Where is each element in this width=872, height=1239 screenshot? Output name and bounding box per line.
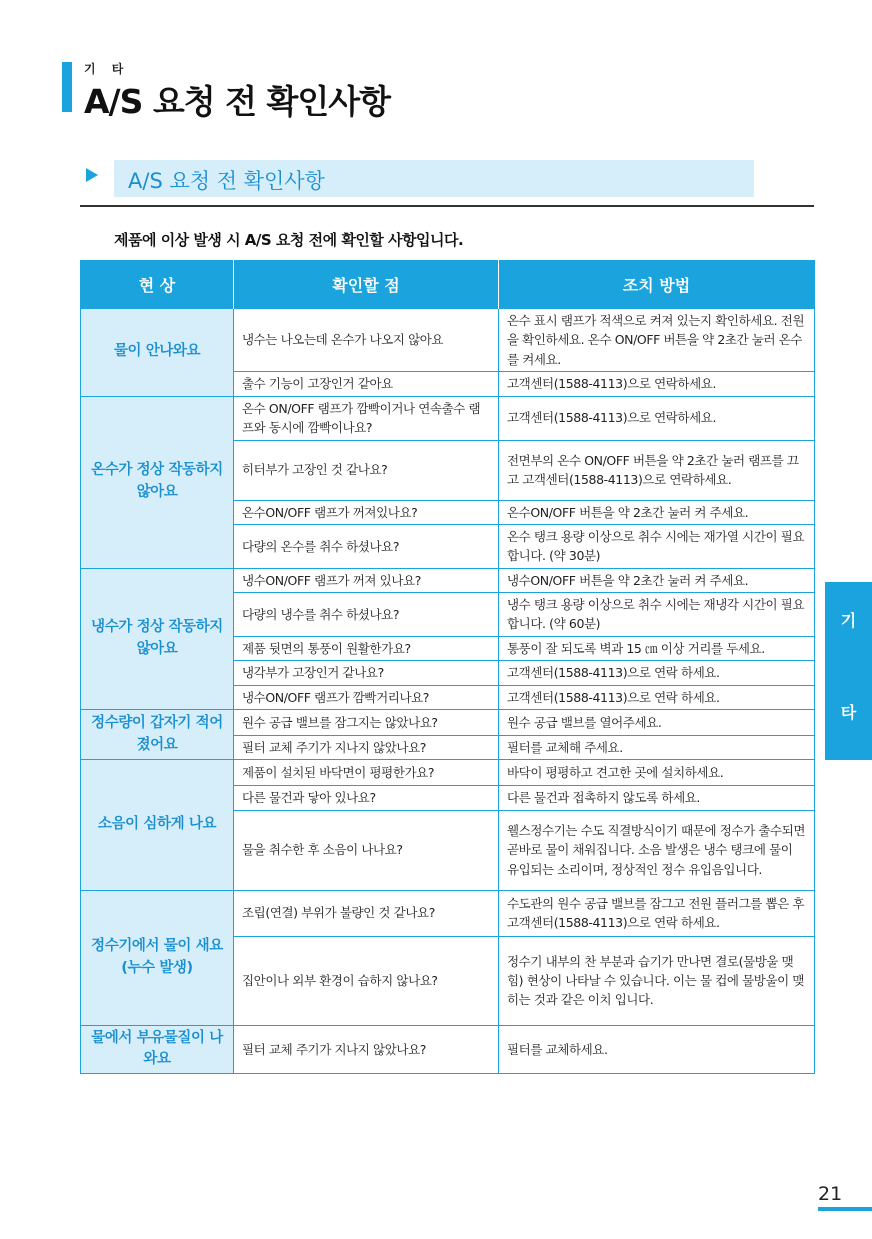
check-cell: 냉수는 나오는데 온수가 나오지 않아요 — [234, 309, 499, 372]
table-row — [81, 568, 815, 592]
table-row — [81, 396, 815, 440]
troubleshooting-table — [80, 260, 815, 1074]
check-cell: 물을 취수한 후 소음이 나나요? — [234, 810, 499, 890]
symptom-cell: 정수기에서 물이 새요 (누수 발생) — [81, 890, 234, 1025]
table-row — [81, 890, 815, 936]
symptom-cell: 물이 안나와요 — [81, 309, 234, 397]
table-header-row — [81, 260, 815, 309]
symptom-cell: 소음이 심하게 나요 — [81, 760, 234, 890]
action-cell: 고객센터(1588-4113)으로 연락하세요. — [499, 396, 815, 440]
check-cell: 온수ON/OFF 램프가 꺼져있나요? — [234, 500, 499, 524]
page-number: 21 — [818, 1183, 843, 1205]
action-cell: 수도관의 원수 공급 밸브를 잠그고 전원 플러그를 뽑은 후 고객센터(1588-4113)으로 연락 하세요. — [499, 890, 815, 936]
page-number-underline — [818, 1207, 872, 1211]
section-divider — [80, 205, 814, 207]
action-cell: 통풍이 잘 되도록 벽과 15 ㎝ 이상 거리를 두세요. — [499, 636, 815, 660]
action-cell: 필터를 교체하세요. — [499, 1025, 815, 1074]
action-cell: 온수 탱크 용량 이상으로 취수 시에는 재가열 시간이 필요합니다. (약 30분) — [499, 524, 815, 568]
check-cell: 다량의 냉수를 취수 하셨나요? — [234, 593, 499, 637]
check-cell: 집안이나 외부 환경이 습하지 않나요? — [234, 936, 499, 1025]
action-cell: 바닥이 평평하고 견고한 곳에 설치하세요. — [499, 760, 815, 786]
action-cell: 정수기 내부의 찬 부분과 습기가 만나면 결로(물방울 맺힘) 현상이 나타날 수 있습니다. 이는 물 컵에 물방울이 맺히는 것과 같은 이치 입니다. — [499, 936, 815, 1025]
action-cell: 원수 공급 밸브를 열어주세요. — [499, 709, 815, 735]
action-cell: 온수 표시 램프가 적색으로 켜져 있는지 확인하세요. 전원을 확인하세요. 온수 ON/OFF 버튼을 약 2초간 눌러 온수를 켜세요. — [499, 309, 815, 372]
triangle-right-icon — [86, 168, 98, 182]
action-cell: 고객센터(1588-4113)으로 연락하세요. — [499, 372, 815, 396]
action-cell: 필터를 교체해 주세요. — [499, 735, 815, 759]
check-cell: 히터부가 고장인 것 같나요? — [234, 440, 499, 500]
check-cell: 온수 ON/OFF 램프가 깜빡이거나 연속출수 램프와 동시에 깜빡이나요? — [234, 396, 499, 440]
action-cell: 고객센터(1588-4113)으로 연락 하세요. — [499, 685, 815, 709]
check-cell: 제품 뒷면의 통풍이 원활한가요? — [234, 636, 499, 660]
check-cell: 필터 교체 주기가 지나지 않았나요? — [234, 735, 499, 759]
intro-text: 제품에 이상 발생 시 A/S 요청 전에 확인할 사항입니다. — [114, 231, 464, 249]
side-tab-char-2: 타 — [840, 703, 857, 722]
column-header-check: 확인할 점 — [234, 260, 499, 309]
check-cell: 출수 기능이 고장인거 같아요 — [234, 372, 499, 396]
symptom-cell: 온수가 정상 작동하지 않아요 — [81, 396, 234, 568]
action-cell: 냉수ON/OFF 버튼을 약 2초간 눌러 켜 주세요. — [499, 568, 815, 592]
check-cell: 냉수ON/OFF 램프가 꺼져 있나요? — [234, 568, 499, 592]
table-row — [81, 309, 815, 372]
table-row — [81, 1025, 815, 1074]
side-tab-char-1: 기 — [840, 611, 857, 630]
column-header-action: 조치 방법 — [499, 260, 815, 309]
check-cell: 원수 공급 밸브를 잠그지는 않았나요? — [234, 709, 499, 735]
action-cell: 다른 물건과 접촉하지 않도록 하세요. — [499, 786, 815, 810]
chapter-side-tab — [825, 582, 872, 760]
action-cell: 냉수 탱크 용량 이상으로 취수 시에는 재냉각 시간이 필요합니다. (약 60분) — [499, 593, 815, 637]
symptom-cell: 정수량이 갑자기 적어졌어요 — [81, 709, 234, 759]
check-cell: 냉수ON/OFF 램프가 깜빡거리나요? — [234, 685, 499, 709]
action-cell: 고객센터(1588-4113)으로 연락 하세요. — [499, 661, 815, 685]
header-accent-bar — [62, 62, 72, 112]
check-cell: 다량의 온수를 취수 하셨나요? — [234, 524, 499, 568]
symptom-cell: 냉수가 정상 작동하지 않아요 — [81, 568, 234, 709]
page-title: A/S 요청 전 확인사항 — [84, 82, 390, 121]
action-cell: 전면부의 온수 ON/OFF 버튼을 약 2초간 눌러 램프를 끄고 고객센터(1588-4113)으로 연락하세요. — [499, 440, 815, 500]
table-row — [81, 709, 815, 735]
check-cell: 제품이 설치된 바닥면이 평평한가요? — [234, 760, 499, 786]
symptom-cell: 물에서 부유물질이 나와요 — [81, 1025, 234, 1074]
check-cell: 냉각부가 고장인거 같나요? — [234, 661, 499, 685]
check-cell: 조립(연결) 부위가 불량인 것 같나요? — [234, 890, 499, 936]
section-title: A/S 요청 전 확인사항 — [128, 169, 325, 193]
check-cell: 필터 교체 주기가 지나지 않았나요? — [234, 1025, 499, 1074]
action-cell: 웰스정수기는 수도 직결방식이기 때문에 정수가 출수되면 곧바로 물이 채워집니다. 소음 발생은 냉수 탱크에 물이 유입되는 소리이며, 정상적인 정수 유입음입니다. — [499, 810, 815, 890]
table-body — [81, 309, 815, 1074]
column-header-symptom: 현 상 — [81, 260, 234, 309]
table-row — [81, 760, 815, 786]
action-cell: 온수ON/OFF 버튼을 약 2초간 눌러 켜 주세요. — [499, 500, 815, 524]
chapter-label: 기 타 — [84, 62, 130, 76]
check-cell: 다른 물건과 닿아 있나요? — [234, 786, 499, 810]
